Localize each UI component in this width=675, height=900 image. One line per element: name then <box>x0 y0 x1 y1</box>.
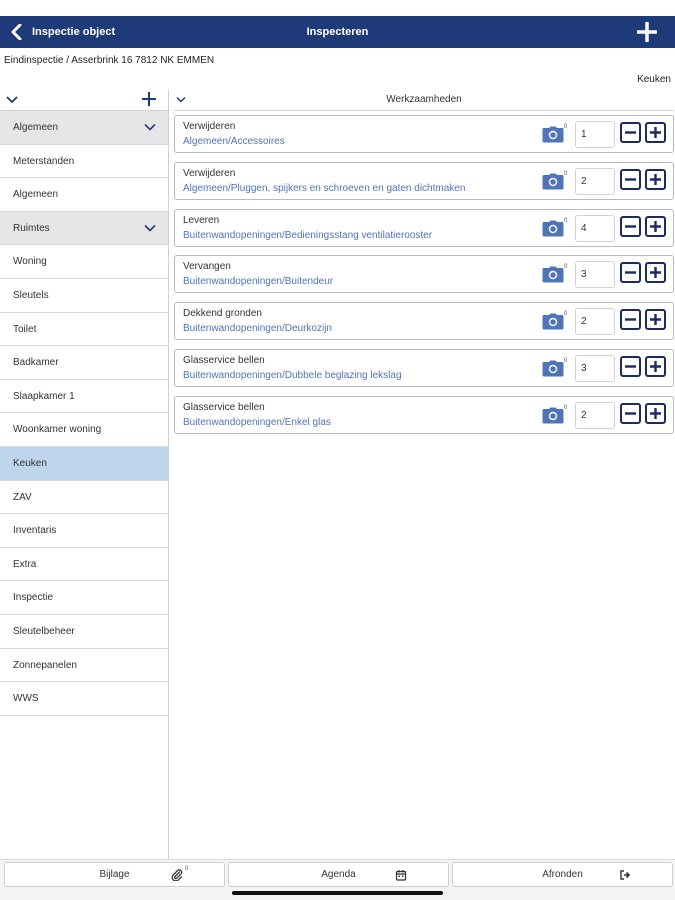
task-card[interactable] <box>174 349 674 387</box>
task-action: Leveren <box>183 214 220 226</box>
back-button-label: Inspectie object <box>32 26 116 38</box>
sidebar-group[interactable] <box>0 212 168 246</box>
plus-icon[interactable] <box>645 216 666 237</box>
sidebar-list <box>0 111 168 716</box>
sidebar-item-label: Woonkamer woning <box>13 424 102 436</box>
minus-icon[interactable] <box>620 309 641 330</box>
task-path: Algemeen/Accessoires <box>183 136 285 147</box>
calendar-icon <box>395 869 407 881</box>
minus-icon[interactable] <box>620 216 641 237</box>
minus-icon[interactable] <box>620 169 641 190</box>
plus-icon[interactable] <box>645 122 666 143</box>
minus-icon[interactable] <box>620 356 641 377</box>
task-card[interactable] <box>174 209 674 247</box>
photo-count: 0 <box>564 124 568 130</box>
tasks-header-label: Werkzaamheden <box>386 94 462 105</box>
task-path: Buitenwandopeningen/Deurkozijn <box>183 323 332 335</box>
camera-icon[interactable] <box>542 313 564 330</box>
nav-bar <box>0 16 675 48</box>
sidebar-item[interactable] <box>0 514 168 548</box>
back-button[interactable] <box>10 16 115 48</box>
minus-icon[interactable] <box>620 122 641 143</box>
sidebar-item-label: Zonnepanelen <box>13 659 77 671</box>
plus-icon[interactable] <box>645 169 666 190</box>
task-action: Verwijderen <box>183 167 236 179</box>
sidebar-item-label: Algemeen <box>13 189 59 201</box>
quantity-input[interactable] <box>575 402 615 429</box>
sidebar-item-label: Slaapkamer 1 <box>13 390 75 402</box>
quantity-input[interactable] <box>575 308 615 335</box>
task-action: Verwijderen <box>183 121 236 132</box>
sidebar-item[interactable] <box>0 380 168 414</box>
camera-icon[interactable] <box>542 220 564 237</box>
page-title: Inspecteren <box>306 26 369 38</box>
chevron-left-icon <box>10 24 24 40</box>
photo-count: 0 <box>564 358 568 364</box>
sidebar-item-label: Sleutels <box>13 289 49 301</box>
attachment-count: 0 <box>185 866 189 872</box>
sidebar-item[interactable] <box>0 649 168 683</box>
plus-icon[interactable] <box>645 309 666 330</box>
task-action: Glasservice bellen <box>183 401 265 413</box>
photo-count: 0 <box>564 311 568 318</box>
task-action: Vervangen <box>183 261 231 273</box>
sidebar-item-label: Keuken <box>13 457 47 469</box>
task-card[interactable] <box>174 396 674 434</box>
attachment-label: Bijlage <box>99 869 130 880</box>
current-room-label: Keuken <box>637 74 671 85</box>
quantity-input[interactable] <box>575 261 615 288</box>
photo-count: 0 <box>564 217 568 224</box>
sidebar-item-label: Sleutelbeheer <box>13 625 75 637</box>
camera-icon[interactable] <box>542 407 564 424</box>
camera-icon[interactable] <box>542 173 564 190</box>
sidebar-item-label: ZAV <box>13 491 32 503</box>
room-sidebar <box>0 89 169 859</box>
sidebar-item[interactable] <box>0 581 168 615</box>
quantity-input[interactable] <box>575 121 615 148</box>
sidebar-item[interactable] <box>0 178 168 212</box>
task-action: Glasservice bellen <box>183 355 265 366</box>
quantity-input[interactable] <box>575 215 615 242</box>
sidebar-header <box>0 89 168 111</box>
task-card[interactable] <box>174 162 674 200</box>
sidebar-item[interactable] <box>0 346 168 380</box>
agenda-button[interactable] <box>228 862 449 887</box>
plus-icon[interactable] <box>645 356 666 377</box>
sidebar-group[interactable] <box>0 111 168 145</box>
tasks-header[interactable] <box>174 89 674 111</box>
finish-button[interactable] <box>452 862 673 887</box>
task-action: Dekkend gronden <box>183 308 262 320</box>
sidebar-item-label: Extra <box>13 558 37 570</box>
task-card[interactable] <box>174 115 674 153</box>
plus-icon[interactable] <box>645 403 666 424</box>
sidebar-item-label: Meterstanden <box>13 155 75 167</box>
main-panel <box>174 89 674 428</box>
photo-count: 0 <box>564 264 568 271</box>
sidebar-item[interactable] <box>0 279 168 313</box>
sidebar-item-label: Inventaris <box>13 525 57 537</box>
add-icon[interactable] <box>637 22 657 42</box>
camera-icon[interactable] <box>542 126 564 143</box>
sidebar-item[interactable] <box>0 447 168 481</box>
sidebar-item[interactable] <box>0 682 168 716</box>
finish-label: Afronden <box>542 869 583 880</box>
sidebar-item-label: Ruimtes <box>13 222 50 234</box>
task-path: Algemeen/Pluggen, spijkers en schroeven en gaten dichtmaken <box>183 182 466 194</box>
task-card[interactable] <box>174 302 674 340</box>
task-path: Buitenwandopeningen/Buitendeur <box>183 276 334 288</box>
sidebar-item[interactable] <box>0 481 168 515</box>
quantity-input[interactable] <box>575 168 615 195</box>
task-path: Buitenwandopeningen/Bedieningsstang ventilatierooster <box>183 229 433 241</box>
agenda-label: Agenda <box>321 869 356 880</box>
inspection-address: Eindinspectie / Asserbrink 16 7812 NK EMMEN <box>4 55 215 66</box>
task-path: Buitenwandopeningen/Enkel glas <box>183 416 331 428</box>
sidebar-item-label: WWS <box>13 693 39 705</box>
sidebar-item[interactable] <box>0 313 168 347</box>
paperclip-icon <box>171 869 183 881</box>
chevron-down-icon[interactable] <box>6 95 18 105</box>
chevron-down-icon <box>144 123 156 132</box>
sidebar-item[interactable] <box>0 413 168 447</box>
add-room-icon[interactable] <box>142 92 156 106</box>
sidebar-item-label: Toilet <box>13 323 37 335</box>
sign-out-icon <box>619 869 631 881</box>
sidebar-item-label: Badkamer <box>13 357 59 369</box>
sidebar-item-label: Woning <box>13 256 47 268</box>
camera-icon[interactable] <box>542 266 564 283</box>
attachment-button[interactable] <box>4 862 225 887</box>
photo-count: 0 <box>564 170 568 177</box>
task-card[interactable] <box>174 255 674 293</box>
sidebar-item-label: Inspectie <box>13 592 54 604</box>
sidebar-item[interactable] <box>0 145 168 179</box>
quantity-input[interactable] <box>575 355 615 382</box>
photo-count: 0 <box>564 404 568 411</box>
task-path: Buitenwandopeningen/Dubbele beglazing lekslag <box>183 370 402 381</box>
minus-icon[interactable] <box>620 403 641 424</box>
camera-icon[interactable] <box>542 360 564 377</box>
sidebar-item[interactable] <box>0 615 168 649</box>
sidebar-item[interactable] <box>0 245 168 279</box>
sidebar-item-label: Algemeen <box>13 122 59 133</box>
minus-icon[interactable] <box>620 262 641 283</box>
chevron-down-icon <box>144 224 156 233</box>
plus-icon[interactable] <box>645 262 666 283</box>
home-indicator <box>232 891 443 895</box>
sidebar-item[interactable] <box>0 548 168 582</box>
